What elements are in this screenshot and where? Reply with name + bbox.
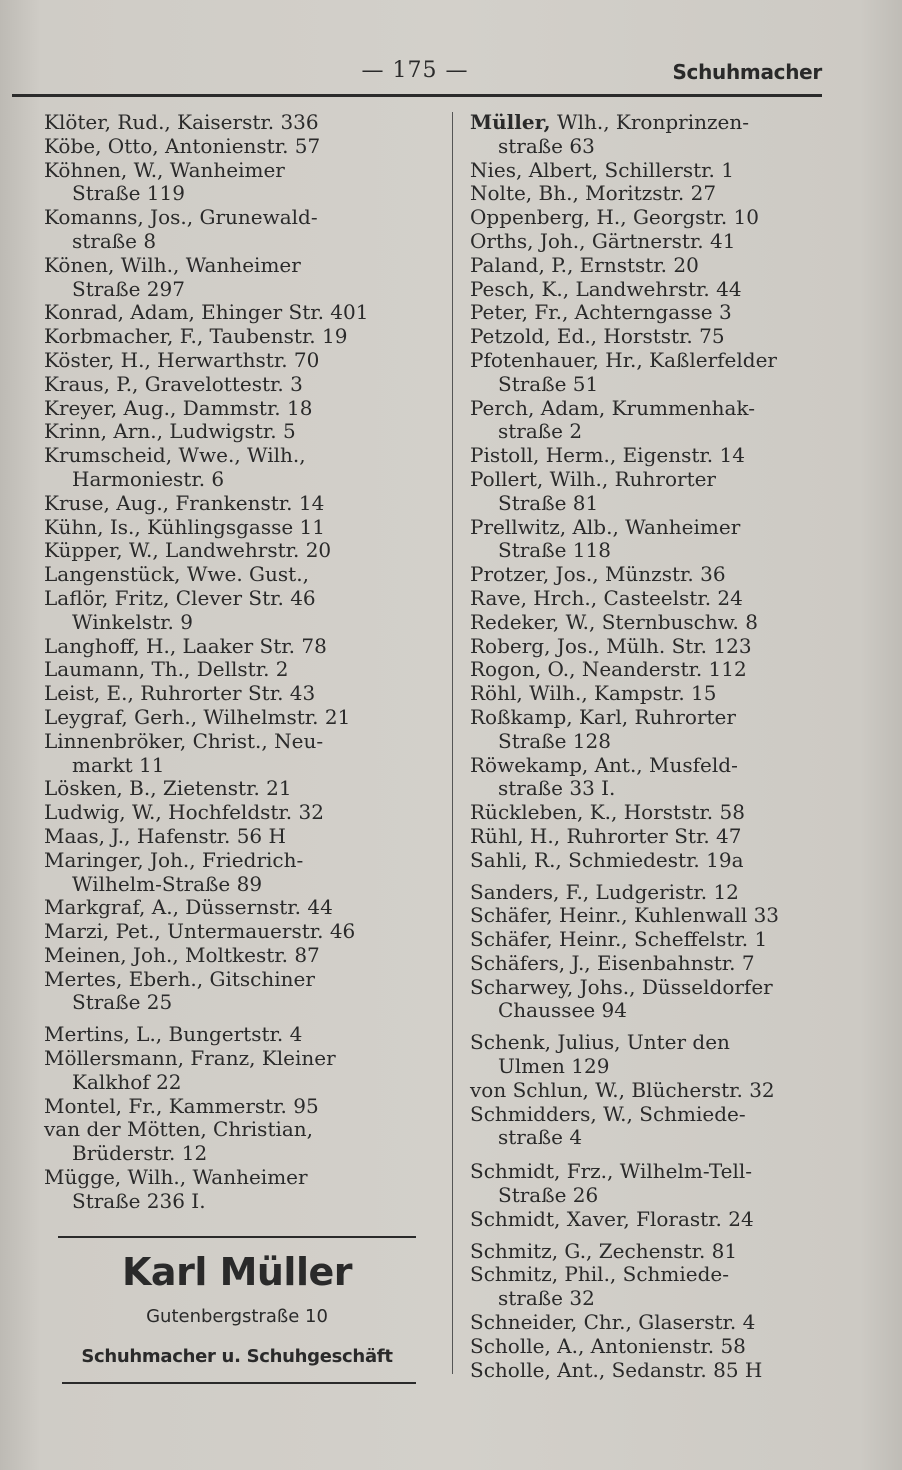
entry-continuation: Straße 26 — [498, 1183, 599, 1208]
directory-entry — [44, 849, 424, 897]
directory-entry — [470, 182, 850, 206]
entry-line: Kruse, Aug., Frankenstr. 14 — [44, 490, 325, 515]
entry-line: Kühn, Is., Kühlingsgasse 11 — [44, 514, 325, 539]
entry-continuation: Straße 118 — [498, 538, 611, 563]
entry-line: Röwekamp, Ant., Musfeld- — [470, 752, 738, 777]
entry-continuation: Straße 81 — [498, 490, 599, 515]
entry-continuation: straße 4 — [498, 1125, 583, 1150]
entry-line: Schäfers, J., Eisenbahnstr. 7 — [470, 950, 755, 975]
entry-line: Krinn, Arn., Ludwigstr. 5 — [44, 419, 296, 444]
entry-line: Schäfer, Heinr., Scheffelstr. 1 — [470, 927, 768, 952]
running-head: Schuhmacher — [672, 60, 822, 84]
ad-name: Karl Müller — [121, 1250, 352, 1294]
entry-line: Leist, E., Ruhrorter Str. 43 — [44, 681, 316, 706]
entry-line: Laumann, Th., Dellstr. 2 — [44, 657, 289, 682]
entry-line: Möllersmann, Franz, Kleiner — [44, 1046, 336, 1071]
directory-entry — [470, 1359, 850, 1383]
entry-line: Köster, H., Herwarthstr. 70 — [44, 347, 320, 372]
directory-entry — [44, 730, 424, 778]
entry-line: Protzer, Jos., Münzstr. 36 — [470, 562, 726, 587]
entry-continuation: Ulmen 129 — [498, 1054, 610, 1079]
ad-address: Gutenbergstraße 10 — [146, 1306, 328, 1327]
entry-line: Nies, Albert, Schillerstr. 1 — [470, 157, 734, 182]
entry-line: Leygraf, Gerh., Wilhelmstr. 21 — [44, 704, 351, 729]
directory-entry — [470, 635, 850, 659]
directory-entry — [44, 777, 424, 801]
entry-line: Röhl, Wilh., Kampstr. 15 — [470, 681, 717, 706]
directory-entry — [470, 1263, 850, 1311]
bold-surname: Müller, — [470, 110, 551, 134]
directory-entry — [44, 397, 424, 421]
directory-entry — [44, 206, 424, 254]
directory-entry — [44, 706, 424, 730]
directory-entry — [44, 1166, 424, 1214]
directory-entry — [44, 944, 424, 968]
entry-line: Nolte, Bh., Moritzstr. 27 — [470, 181, 717, 206]
directory-entry — [470, 976, 850, 1024]
directory-entry — [470, 325, 850, 349]
entry-line: Perch, Adam, Krummenhak- — [470, 395, 755, 420]
entry-line: Krumscheid, Wwe., Wilh., — [44, 443, 306, 468]
directory-entry — [470, 516, 850, 564]
entry-line: Schmidt, Frz., Wilhelm-Tell- — [470, 1159, 753, 1184]
entry-line: Langhoff, H., Laaker Str. 78 — [44, 633, 327, 658]
directory-entry — [470, 1335, 850, 1359]
entry-line: Köbe, Otto, Antonienstr. 57 — [44, 133, 321, 158]
directory-entry — [44, 111, 424, 135]
entry-line: Maas, J., Hafenstr. 56 H — [44, 823, 286, 848]
directory-entry — [470, 825, 850, 849]
entry-line: Schmidt, Xaver, Florastr. 24 — [470, 1206, 754, 1231]
directory-entry — [44, 1023, 424, 1047]
directory-entry — [470, 928, 850, 952]
directory-entry — [44, 801, 424, 825]
directory-entry — [44, 301, 424, 325]
entry-line: Orths, Joh., Gärtnerstr. 41 — [470, 228, 736, 253]
entry-line: Rühl, H., Ruhrorter Str. 47 — [470, 823, 742, 848]
directory-entry — [470, 1311, 850, 1335]
entry-line: Laflör, Fritz, Clever Str. 46 — [44, 585, 316, 610]
directory-entry — [44, 682, 424, 706]
entry-line: Schneider, Chr., Glaserstr. 4 — [470, 1310, 756, 1335]
directory-entry — [44, 658, 424, 682]
directory-entry — [470, 1240, 850, 1264]
entry-line: Scharwey, Johs., Düsseldorfer — [470, 974, 773, 999]
directory-entry — [470, 881, 850, 905]
entry-line: Rogon, O., Neanderstr. 112 — [470, 657, 747, 682]
entry-line: Linnenbröker, Christ., Neu- — [44, 728, 324, 753]
entry-line: Könen, Wilh., Wanheimer — [44, 252, 301, 277]
directory-entry — [470, 468, 850, 516]
directory-entry — [44, 349, 424, 373]
directory-entry — [470, 563, 850, 587]
directory-entry — [470, 682, 850, 706]
entry-line: Oppenberg, H., Georgstr. 10 — [470, 205, 759, 230]
entry-continuation: Straße 297 — [72, 276, 185, 301]
entry-continuation: straße 2 — [498, 419, 583, 444]
entry-line: Sahli, R., Schmiedestr. 19a — [470, 847, 744, 872]
directory-entry — [470, 952, 850, 976]
entry-continuation: Harmoniestr. 6 — [72, 466, 225, 491]
entry-line: Rave, Hrch., Casteelstr. 24 — [470, 585, 743, 610]
entry-line: Redeker, W., Sternbuschw. 8 — [470, 609, 758, 634]
entry-line: Roßkamp, Karl, Ruhrorter — [470, 704, 736, 729]
directory-entry — [44, 920, 424, 944]
entry-line: Montel, Fr., Kammerstr. 95 — [44, 1093, 319, 1118]
entry-line: Mertes, Eberh., Gitschiner — [44, 966, 315, 991]
entry-continuation: straße 8 — [72, 228, 157, 253]
entry-line: Rückleben, K., Horststr. 58 — [470, 800, 745, 825]
directory-entry — [470, 801, 850, 825]
entry-line: Pfotenhauer, Hr., Kaßlerfelder — [470, 347, 777, 372]
directory-entry — [44, 635, 424, 659]
directory-entry — [44, 1095, 424, 1119]
directory-entry — [470, 1208, 850, 1232]
entry-line: Pesch, K., Landwehrstr. 44 — [470, 276, 742, 301]
entry-line: Korbmacher, F., Taubenstr. 19 — [44, 324, 348, 349]
page-number: — 175 — — [361, 58, 469, 83]
directory-entry — [470, 254, 850, 278]
directory-entry — [470, 754, 850, 802]
entry-line: Scholle, Ant., Sedanstr. 85 H — [470, 1357, 763, 1382]
directory-entry — [470, 301, 850, 325]
ad-trade: Schuhmacher u. Schuhgeschäft — [81, 1346, 393, 1367]
directory-entry — [470, 1160, 850, 1208]
entry-continuation: Brüderstr. 12 — [72, 1141, 208, 1166]
entry-continuation: Wilhelm-Straße 89 — [72, 871, 263, 896]
entry-line: Köhnen, W., Wanheimer — [44, 157, 285, 182]
entry-line: Roberg, Jos., Mülh. Str. 123 — [470, 633, 752, 658]
entry-line: Lösken, B., Zietenstr. 21 — [44, 776, 292, 801]
entry-line: van der Mötten, Christian, — [44, 1117, 314, 1142]
entry-line: Meinen, Joh., Moltkestr. 87 — [44, 942, 320, 967]
directory-entry — [44, 516, 424, 540]
directory-entry — [470, 444, 850, 468]
directory-entry — [470, 1031, 850, 1079]
entry-line: Komanns, Jos., Grunewald- — [44, 205, 318, 230]
entry-line: Scholle, A., Antonienstr. 58 — [470, 1333, 746, 1358]
directory-entry — [44, 444, 424, 492]
directory-entry — [470, 904, 850, 928]
directory-entry — [44, 968, 424, 1016]
directory-entry — [44, 254, 424, 302]
directory-entry — [44, 420, 424, 444]
entry-line: Peter, Fr., Achterngasse 3 — [470, 300, 732, 325]
entry-line: Müller, Wlh., Kronprinzen- — [470, 110, 749, 134]
entry-line: Kraus, P., Gravelottestr. 3 — [44, 371, 303, 396]
entry-line: Ludwig, W., Hochfeldstr. 32 — [44, 800, 324, 825]
entry-line: Paland, P., Ernststr. 20 — [470, 252, 699, 277]
ad-rule-bottom — [62, 1382, 416, 1384]
entry-line: Schenk, Julius, Unter den — [470, 1030, 730, 1055]
header-rule — [12, 94, 822, 97]
entry-continuation: straße 33 I. — [498, 776, 616, 801]
directory-entry — [470, 1103, 850, 1151]
directory-entry — [470, 278, 850, 302]
ad-rule-top — [58, 1236, 416, 1238]
entry-continuation: Straße 128 — [498, 728, 611, 753]
directory-entry — [44, 539, 424, 563]
directory-entry — [44, 373, 424, 397]
entry-line: Schmitz, Phil., Schmiede- — [470, 1262, 730, 1287]
entry-line: Maringer, Joh., Friedrich- — [44, 847, 304, 872]
directory-entry — [44, 563, 424, 587]
entry-line: Markgraf, A., Düssernstr. 44 — [44, 895, 333, 920]
entry-line: Marzi, Pet., Untermauerstr. 46 — [44, 919, 356, 944]
entry-line: Schäfer, Heinr., Kuhlenwall 33 — [470, 903, 780, 928]
entry-line: Prellwitz, Alb., Wanheimer — [470, 514, 741, 539]
column-divider — [452, 112, 453, 1374]
entry-line: Langenstück, Wwe. Gust., — [44, 562, 309, 587]
directory-entry — [470, 658, 850, 682]
directory-entry — [44, 587, 424, 635]
directory-entry — [470, 849, 850, 873]
directory-entry — [44, 825, 424, 849]
directory-entry — [470, 706, 850, 754]
entry-continuation: Winkelstr. 9 — [72, 609, 193, 634]
entry-line: Petzold, Ed., Horststr. 75 — [470, 324, 725, 349]
entry-continuation: Straße 25 — [72, 990, 173, 1015]
directory-entry — [470, 349, 850, 397]
entry-continuation: Straße 51 — [498, 371, 599, 396]
entry-line: Kreyer, Aug., Dammstr. 18 — [44, 395, 313, 420]
entry-continuation: straße 63 — [498, 133, 595, 158]
directory-entry — [44, 135, 424, 159]
left-column — [44, 111, 424, 1214]
entry-continuation: Kalkhof 22 — [72, 1069, 182, 1094]
entry-line: von Schlun, W., Blücherstr. 32 — [470, 1077, 775, 1102]
entry-continuation: markt 11 — [72, 752, 165, 777]
directory-entry — [470, 1079, 850, 1103]
entry-line: Pistoll, Herm., Eigenstr. 14 — [470, 443, 745, 468]
entry-line: Mügge, Wilh., Wanheimer — [44, 1165, 308, 1190]
entry-line: Sanders, F., Ludgeristr. 12 — [470, 879, 739, 904]
directory-entry — [44, 896, 424, 920]
entry-continuation: Straße 119 — [72, 181, 185, 206]
directory-entry — [470, 230, 850, 254]
directory-entry — [44, 1047, 424, 1095]
directory-entry — [470, 587, 850, 611]
directory-entry — [470, 206, 850, 230]
entry-line: Schmidders, W., Schmiede- — [470, 1101, 746, 1126]
entry-line: Schmitz, G., Zechenstr. 81 — [470, 1238, 738, 1263]
right-column — [470, 111, 850, 1382]
directory-entry — [44, 1118, 424, 1166]
entry-line: Klöter, Rud., Kaiserstr. 336 — [44, 110, 319, 134]
directory-entry — [44, 325, 424, 349]
entry-line: Küpper, W., Landwehrstr. 20 — [44, 538, 332, 563]
entry-continuation: straße 32 — [498, 1286, 595, 1311]
entry-continuation: Straße 236 I. — [72, 1188, 206, 1213]
entry-line: Pollert, Wilh., Ruhrorter — [470, 466, 716, 491]
directory-entry — [470, 397, 850, 445]
directory-entry — [44, 159, 424, 207]
directory-entry — [44, 492, 424, 516]
entry-continuation: Chaussee 94 — [498, 998, 627, 1023]
entry-line: Mertins, L., Bungertstr. 4 — [44, 1022, 303, 1047]
directory-entry — [470, 111, 850, 159]
entry-line: Konrad, Adam, Ehinger Str. 401 — [44, 300, 369, 325]
directory-entry — [470, 611, 850, 635]
directory-entry — [470, 159, 850, 183]
